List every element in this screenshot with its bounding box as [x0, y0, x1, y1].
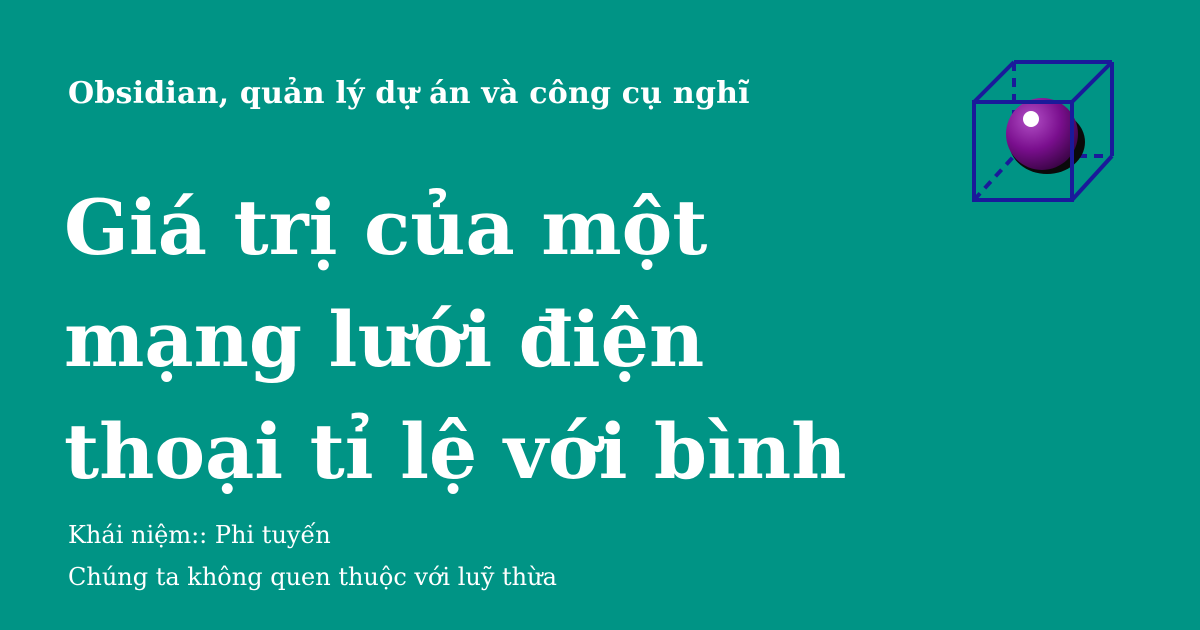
concept-line: Khái niệm:: Phi tuyến	[68, 521, 331, 549]
article-meta	[68, 514, 557, 598]
article-title	[64, 172, 924, 508]
cube-with-sphere-icon	[962, 52, 1132, 212]
article-title-line-2: mạng lưới điện	[64, 295, 705, 384]
article-title-line-1: Giá trị của một	[64, 183, 708, 272]
summary-line: Chúng ta không quen thuộc với luỹ thừa	[68, 563, 557, 591]
site-title[interactable]: Obsidian, quản lý dự án và công cụ nghĩ	[68, 76, 750, 111]
article-title-line-3: thoại tỉ lệ với bình	[64, 407, 847, 496]
